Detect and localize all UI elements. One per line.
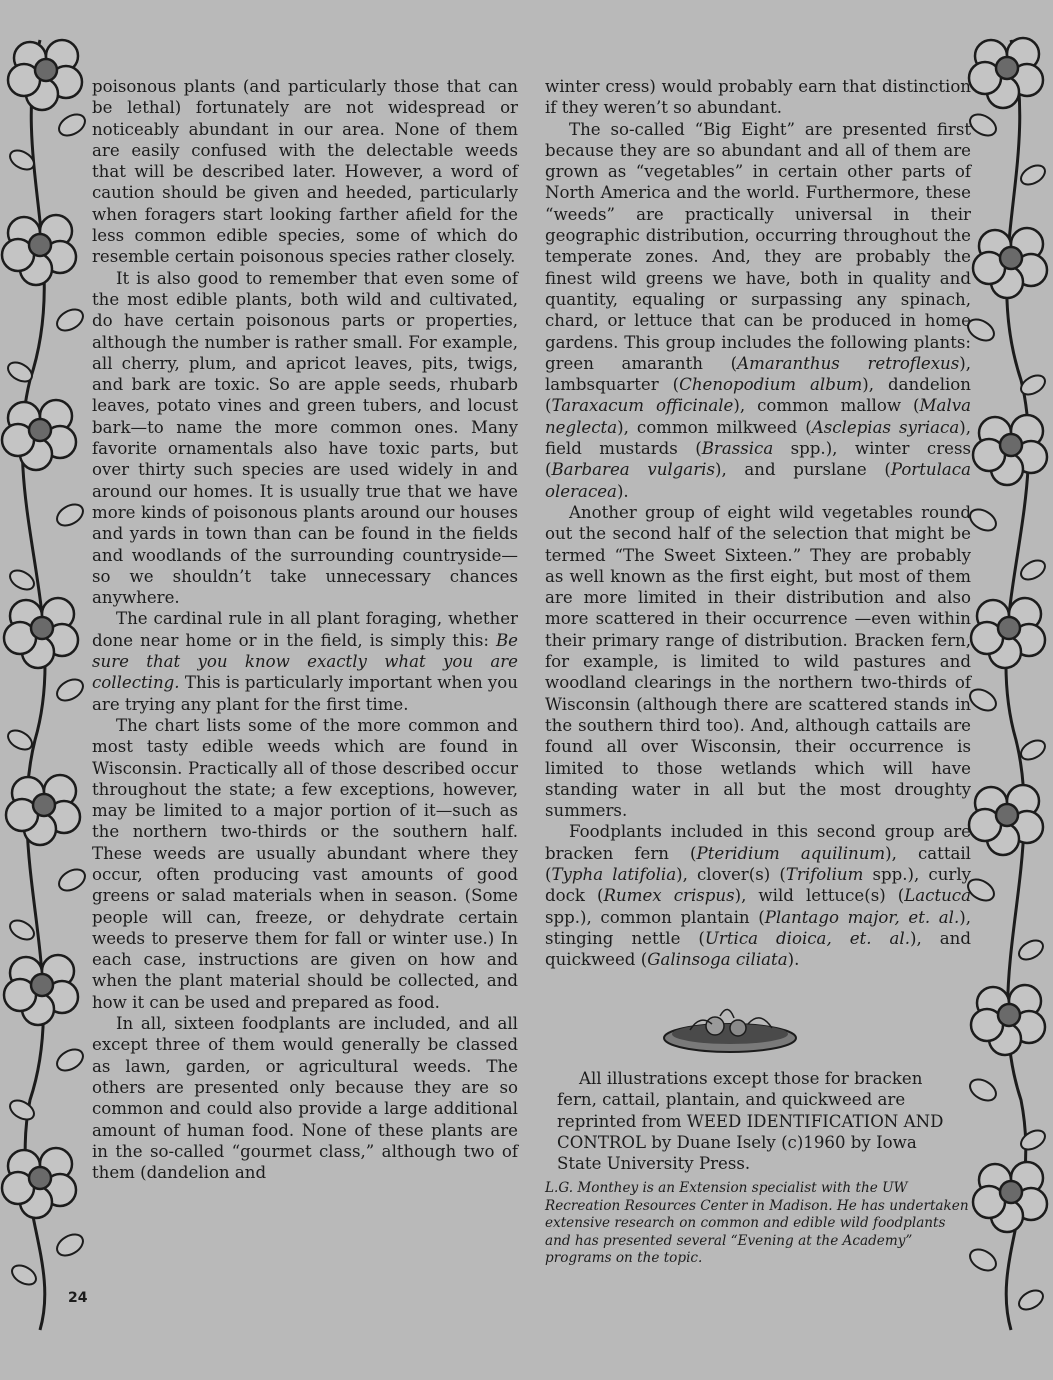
text-run: ), wild lettuce(s) ( [734,886,905,906]
species-name: Malva neglecta [545,396,971,437]
text-run: ), and quickweed ( [545,928,971,970]
species-name: Asclepias syriaca [811,417,960,437]
species-name: Typha latifolia [551,864,677,884]
species-name: Chenopodium album [679,375,863,395]
text-run: ), field mustards ( [545,417,971,459]
text-run: spp.), common plantain ( [545,907,765,927]
bio-text: L.G. Monthey is an Extension specialist with the UW Recreation Resources Center in Madison. He has undertaken extensive research on common and edible wild foodplants and has presented several “Evening at the Academy” programs on the topic. [545,1180,969,1267]
article-column-right [545,76,971,970]
food-bowl-illustration [660,996,800,1056]
text-run: The cardinal rule in all plant foraging, whether done near home or in the field, is simply this: [92,609,518,650]
species-name: Portulaca oleracea [545,460,971,501]
paragraph: It is also good to remember that even some of the most edible plants, both wild and cultivated, do have certain poisonous parts or properties, although the number is rather small. For example, all cherry, plum, and apricot leaves, pits, twigs, and bark are toxic. So are apple seeds, rhubarb leaves, potato vines and green tubers, and locust bark—to name the more common ones. Many favorite ornamentals also have toxic parts, but over thirty such species are used widely in and around our homes. It is usually true that we have more kinds of poisonous plants around our houses and yards in town than can be found in the fields and woodlands of the surrounding countryside—so we shouldn’t take unnecessary chances anywhere. [92,268,518,608]
floral-border-left [0,0,92,1380]
text-run: ). [616,481,629,501]
illustration-credits [557,1068,961,1174]
species-name: Barbarea vulgaris [551,460,715,480]
text-run: ). [787,950,800,970]
species-name: Rumex crispus [603,886,735,906]
species-name: Lactuca [904,886,971,906]
text-run: ), stinging nettle ( [545,907,972,948]
text-run: This is particularly important when you are trying any plant for the first time. [92,673,518,714]
paragraph: poisonous plants (and particularly those that can be lethal) fortunately are not widespread or noticeably abundant in our area. None of them are easily confused with the delectable weeds that will be described later. However, a word of caution should be given and heeded, particularly when foragers start looking farther afield for the less common edible species, some of which do resemble certain poisonous species rather closely. [92,77,518,267]
text-run: ), cattail ( [545,843,971,884]
text-run: ), dandelion ( [545,375,971,416]
species-name: Plantago major, et. al. [764,907,960,927]
text-run: spp.), winter cress ( [545,439,971,480]
author-bio [545,1180,971,1268]
paragraph: Another group of eight wild vegetables round out the second half of the selection that might be termed “The Sweet Sixteen.” They are probably as well known as the first eight, but most of them are more limited in their distribution and also more scattered in their occurrence —even within their primary range of distribution. Bracken fern, for example, is limited to wild pastures and woodland clearings in the northern two-thirds of Wisconsin (although there are scattered stands in the southern third too). And, although cattails are found all over Wisconsin, their occurrence is limited to those wetlands which will have standing water in all but the most droughty summers. [545,502,971,821]
species-name: Trifolium [785,864,864,884]
paragraph: The chart lists some of the more common and most tasty edible weeds which are found in Wisconsin. Practically all of those described occur throughout the state; a few exceptions, however, may be limited to a major portion of it—such as the northern two-thirds or the southern half. These weeds are usually abundant where they occur, often producing vast amounts of good greens or salad materials when in season. (Some people will can, freeze, or dehydrate certain weeds to preserve them for fall or winter use.) In each case, instructions are given on how and when the plant material should be collected, and how it can be used and prepared as food. [92,715,518,1012]
paragraph [545,119,971,502]
species-name: Taraxacum officinale [551,396,734,416]
text-run: The so-called “Big Eight” are presented first because they are so abundant and all of them are grown as “vegetables” in certain other parts of North America and the world. Furthermore, these “weeds” are practically universal in their geographic distribution, occurring throughout the temperate zones. And, they are probably the finest wild greens we have, both in quality and quantity, equaling or surpassing any spinach, chard, or lettuce that can be produced in home gardens. This group includes the following plants: green amaranth ( [545,119,971,373]
text-run: Foodplants included in this second group are bracken fern ( [545,822,971,863]
emphasis-text: Be sure that you know exactly what you are collecting. [92,630,518,693]
species-name: Galinsoga ciliata [647,950,788,970]
article-column-left [92,76,518,1183]
leaf-icon [5,110,89,1288]
text-run: ), clover(s) ( [676,864,786,884]
paragraph [92,608,518,714]
text-run: ), lambsquarter ( [545,353,972,395]
species-name: Pteridium aquilinum [696,843,886,863]
text-run: ), common mallow ( [733,396,920,416]
species-name: Urtica dioica, et. al. [704,928,911,948]
paragraph: In all, sixteen foodplants are included, and all except three of them would generally be classed as lawn, garden, or agricultural weeds. The others are presented only because they are so common and could also provide a large additional amount of human food. None of these plants are in the so-called “gourmet class,” although two of them (dandelion and [92,1014,518,1183]
species-name: Brassica [701,439,774,459]
floral-border-right [961,0,1053,1380]
paragraph: winter cress) would probably earn that distinction if they weren’t so abundant. [545,77,971,118]
flower-icon [969,38,1047,1232]
text-run: ), common milkweed ( [617,417,812,437]
text-run: spp.), curly dock ( [545,864,972,906]
species-name: Amaranthus retroflexus [737,353,960,373]
page-number: 24 [68,1290,88,1306]
text-run: ), and purslane ( [714,460,891,480]
credits-text: All illustrations except those for bracken fern, cattail, plantain, and quickweed are reprinted from WEED IDENTIFICATION AND CONTROL by Duane Isely (c)1960 by Iowa State University Press. [557,1069,944,1174]
paragraph [545,821,971,970]
